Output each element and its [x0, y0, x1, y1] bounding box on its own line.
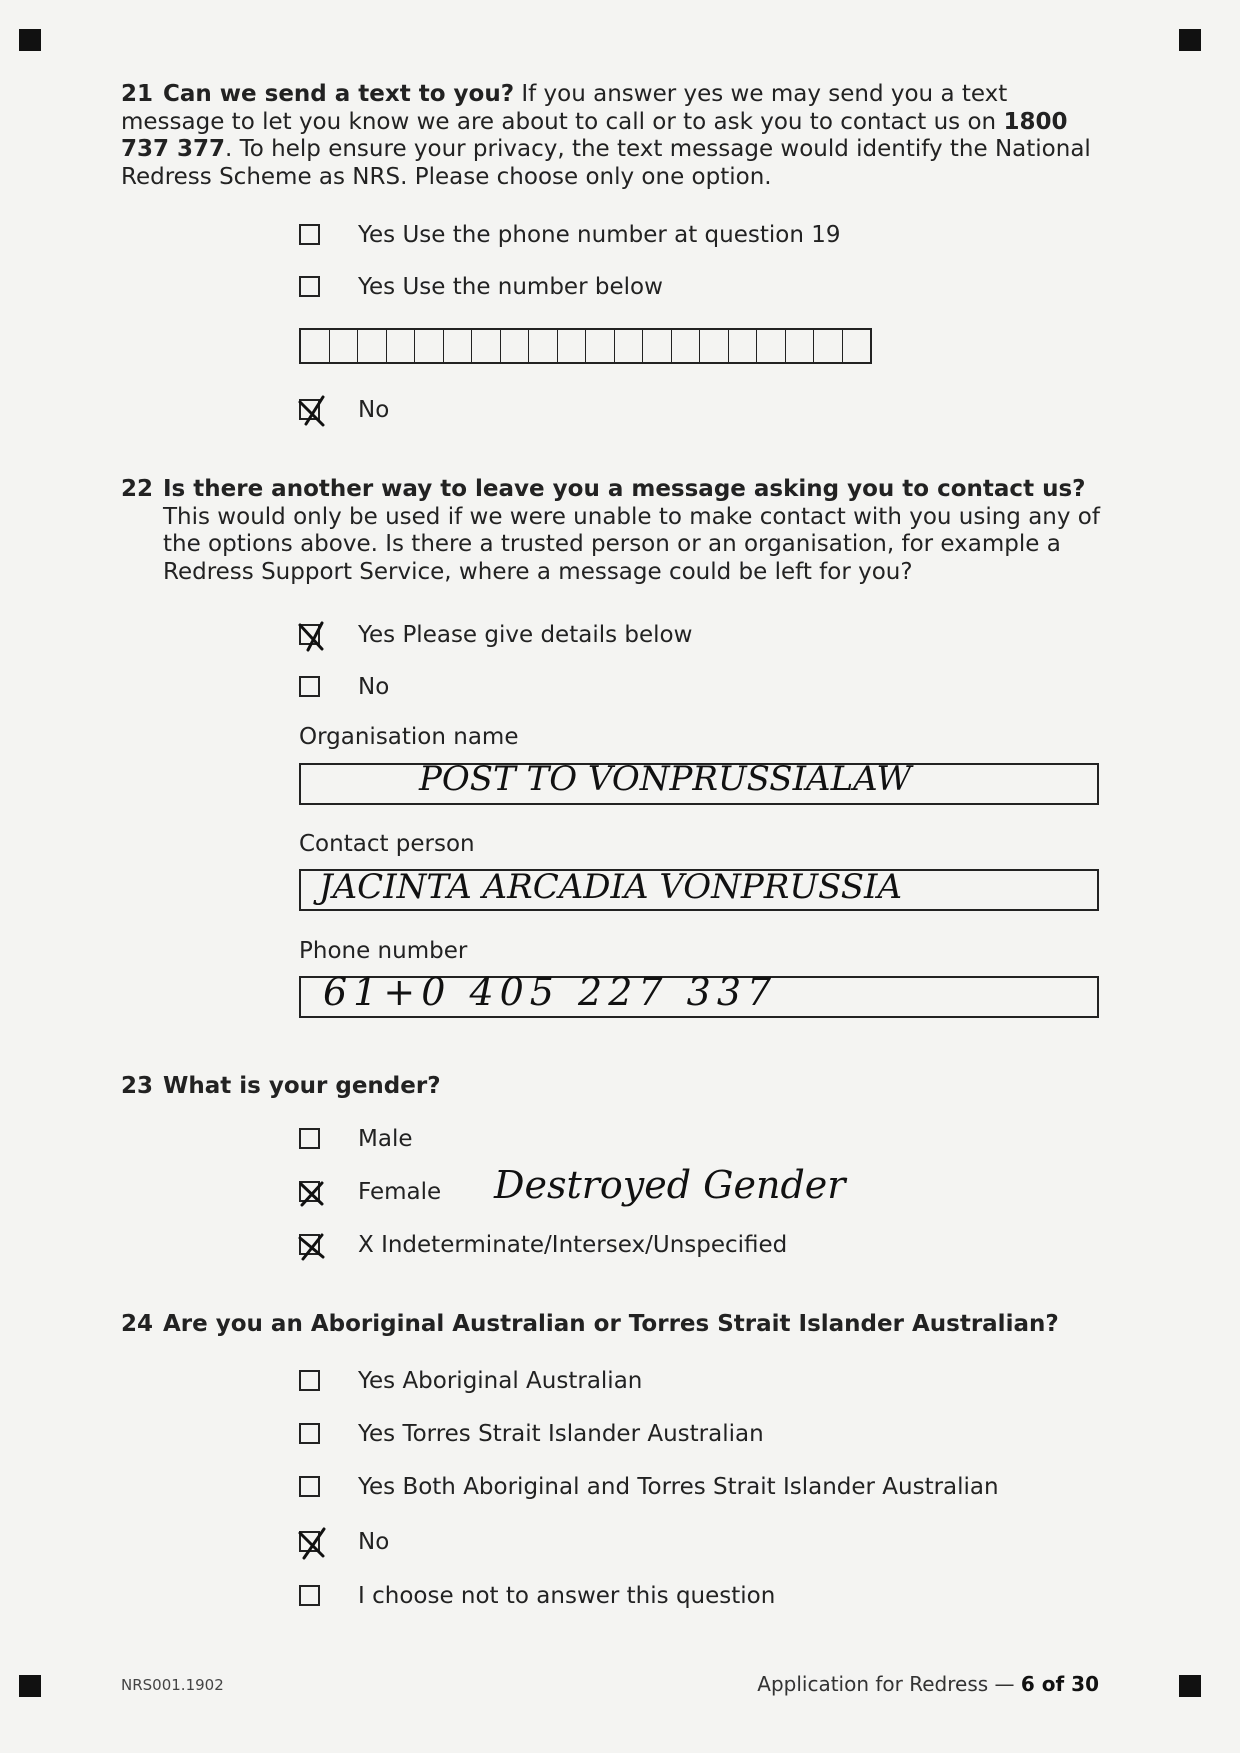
option-label: Female: [358, 1179, 442, 1205]
contact-person-field[interactable]: [299, 869, 1099, 911]
registration-mark-bottom-left: [19, 1675, 41, 1697]
option-label: I choose not to answer this question: [358, 1583, 776, 1609]
form-code: NRS001.1902: [121, 1676, 224, 1694]
organisation-name-field[interactable]: [299, 759, 1099, 805]
checkbox[interactable]: [299, 1423, 320, 1444]
registration-mark-top-right: [1179, 29, 1201, 51]
phone-number-field[interactable]: [299, 970, 1099, 1018]
checkbox[interactable]: [299, 676, 320, 697]
question-24: [121, 1311, 1101, 1339]
question-title: Are you an Aboriginal Australian or Torres Strait Islander Australian?: [163, 1311, 1059, 1337]
question-23: [121, 1073, 1101, 1101]
checkbox-checked[interactable]: [299, 1234, 320, 1255]
checkbox[interactable]: [299, 1370, 320, 1391]
checkbox-checked[interactable]: [299, 399, 320, 420]
option-label: Yes Torres Strait Islander Australian: [358, 1421, 764, 1447]
registration-mark-bottom-right: [1179, 1675, 1201, 1697]
checkbox[interactable]: [299, 224, 320, 245]
contact-person-value: JACINTA ARCADIA VONPRUSSIA: [319, 867, 903, 907]
phone-number-cells[interactable]: [299, 328, 872, 364]
page-number: 6 of 30: [1020, 1672, 1099, 1696]
organisation-name-label: Organisation name: [299, 724, 519, 750]
cross-check-icon: [297, 618, 327, 652]
checkbox-checked[interactable]: [299, 1181, 320, 1202]
option-label: X Indeterminate/Intersex/Unspecified: [358, 1232, 788, 1258]
phone-number-text: 1800 737 377: [121, 108, 1068, 162]
question-21: [121, 81, 1101, 191]
checkbox[interactable]: [299, 1128, 320, 1149]
option-label: Male: [358, 1126, 413, 1152]
cross-check-icon: [297, 393, 327, 427]
footer-page-info: [757, 1672, 1099, 1696]
checkbox[interactable]: [299, 276, 320, 297]
option-label: No: [358, 397, 390, 423]
option-label: No: [358, 1529, 390, 1555]
contact-person-label: Contact person: [299, 831, 475, 857]
cross-check-icon: [297, 1525, 327, 1559]
question-text: If you answer yes we may send you a text message to let you know we are about to call or to ask you to contact us on: [121, 81, 1008, 135]
question-title: Can we send a text to you?: [163, 81, 515, 107]
checkbox-checked[interactable]: [299, 624, 320, 645]
question-title: What is your gender?: [163, 1073, 441, 1099]
registration-mark-top-left: [19, 29, 41, 51]
question-number: 22: [121, 476, 154, 502]
option-label: Yes Aboriginal Australian: [358, 1368, 643, 1394]
checkbox-checked[interactable]: [299, 1531, 320, 1552]
handwritten-gender-note: Destroyed Gender: [494, 1163, 846, 1207]
cross-check-icon: [297, 1228, 327, 1262]
cross-check-icon: [297, 1175, 327, 1209]
question-number: 24: [121, 1311, 154, 1337]
option-label: Yes Use the phone number at question 19: [358, 222, 841, 248]
question-number: 23: [121, 1073, 154, 1099]
question-22: [121, 476, 1101, 586]
option-label: Yes Use the number below: [358, 274, 663, 300]
option-label: Yes Both Aboriginal and Torres Strait Islander Australian: [358, 1474, 999, 1500]
question-text: . To help ensure your privacy, the text message would identify the National Redress Scheme as NRS. Please choose only one option.: [121, 136, 1091, 190]
option-label: Yes Please give details below: [358, 622, 693, 648]
checkbox[interactable]: [299, 1476, 320, 1497]
phone-number-value: 61+0 405 227 337: [323, 970, 778, 1014]
phone-number-label: Phone number: [299, 938, 468, 964]
footer-title: Application for Redress —: [757, 1672, 1021, 1696]
question-text: This would only be used if we were unable to make contact with you using any of the options above. Is there a trusted person or an organisation, for example a Redress Support Service, where a message could be left for you?: [163, 503, 1100, 585]
question-title: Is there another way to leave you a message asking you to contact us?: [163, 476, 1086, 502]
option-label: No: [358, 674, 390, 700]
checkbox[interactable]: [299, 1585, 320, 1606]
organisation-name-value: POST TO VONPRUSSIALAW: [419, 759, 912, 799]
question-number: 21: [121, 81, 154, 107]
